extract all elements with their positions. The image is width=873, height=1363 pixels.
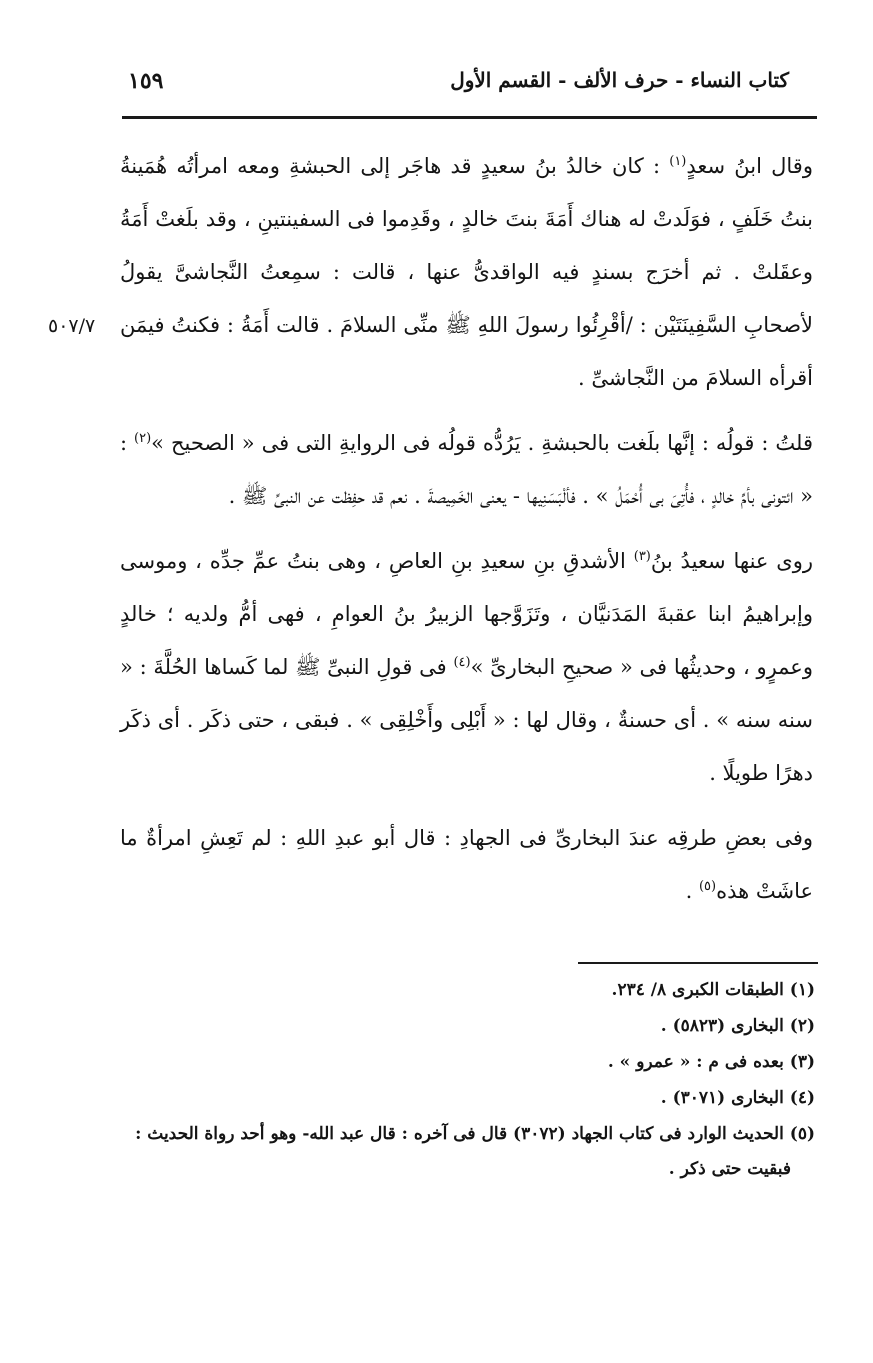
- paragraph: وقال ابنُ سعدٍ$^{(١)}$ : كان خالدُ بنُ سعيدٍ قد هاجَر إلى الحبشةِ ومعه امرأتُه هُمَينةُ بنتُ خَلَفٍ ، فوَلَدتْ له هناك أَمَةَ بنتَ خالدٍ ، وقَدِموا فى السفينتينِ ، وقد بلَغتْ أَمَةُ وعقَلتْ . ثم أخرَج بسندٍ فيه الواقدىُّ عنها ، قالت : سمِعتُ النَّجاشىَّ يقولُ لأصحابِ السَّفِينَتَيْن : /أقْرِئُوا رسولَ اللهِ ﷺ منِّى السلامَ . قالت أَمَةُ : فكنتُ فيمَن أقرأه السلامَ من النَّجاشىِّ .: [120, 154, 813, 390]
- footnote: (٥) الحديث الوارد فى كتاب الجهاد (٣٠٧٢) قال فى آخره : قال عبد الله- وهو أحد رواة الحديث :: [135, 1124, 815, 1144]
- paragraph: روى عنها سعيدُ بنُ$^{(٣)}$ الأشدقِ بنِ سعيدِ بنِ العاصِ ، وهى بنتُ عمِّ جدِّه ، وموسى وإبراهيمُ ابنا عقبةَ المَدَنيَّان ، وتَزَوَّجها الزبيرُ بنُ العوامِ ، فهى أمُّ ولديه ؛ خالدٍ وعمرٍو ، وحديثُها فى « صحيحِ البخارىِّ »$^{(٤)}$ فى قولِ النبىِّ ﷺ لما كَساها الحُلَّةَ : « سنه سنه » . أى حسنةٌ ، وقال لها : « أَبْلِى وأَخْلِقِى » . فبقى ، حتى ذكَر . أى ذكَر دهرًا طويلًا .: [120, 549, 814, 785]
- page-number: ١٥٩: [128, 68, 164, 94]
- footnote: (٣) بعده فى م : « عمرو » .: [607, 1052, 815, 1072]
- footnote-ref: (١): [669, 154, 687, 169]
- running-head: كتاب النساء - حرف الألف - القسم الأول: [450, 68, 789, 92]
- footnote-separator: [578, 962, 818, 964]
- footnote-ref: (٤): [453, 655, 471, 670]
- main-text: [120, 140, 813, 926]
- footnote-ref: (٣): [633, 549, 651, 564]
- footnotes: [132, 972, 815, 1186]
- page-header: [118, 68, 817, 104]
- margin-reference: ٥٠٧/٧: [48, 315, 96, 337]
- footnote: (٤) البخارى (٣٠٧١) .: [660, 1088, 815, 1108]
- footnote: (١) الطبقات الكبرى ٨/ ٢٣٤.: [611, 980, 815, 1000]
- footnote-continuation: فبقيت حتى ذكر .: [668, 1159, 791, 1179]
- paragraph: قلتُ : قولُه : إنَّها بلَغت بالحبشةِ . يَرُدُّه قولُه فى الروايةِ التى فى « الصحيح »$^{(٢)}$ : « ائتونى بأمِّ خالدٍ ، فأُتِىَ بى أُحْمَلُ » . فألْبَسَنِيها - يعنى الخَمِيصةَ . نعم قد حفِظت عن النبىِّ ﷺ .: [120, 431, 813, 508]
- header-rule: [122, 116, 817, 119]
- footnote: (٢) البخارى (٥٨٢٣) .: [660, 1016, 815, 1036]
- footnote-ref: (٢): [134, 431, 152, 446]
- footnote-ref: (٥): [698, 879, 717, 894]
- paragraph: وفى بعضِ طرقِه عندَ البخارىِّ فى الجهادِ : قال أبو عبدِ اللهِ : لم تَعِشِ امرأةٌ ما عاشَتْ هذه$^{(٥)}$ .: [120, 826, 813, 903]
